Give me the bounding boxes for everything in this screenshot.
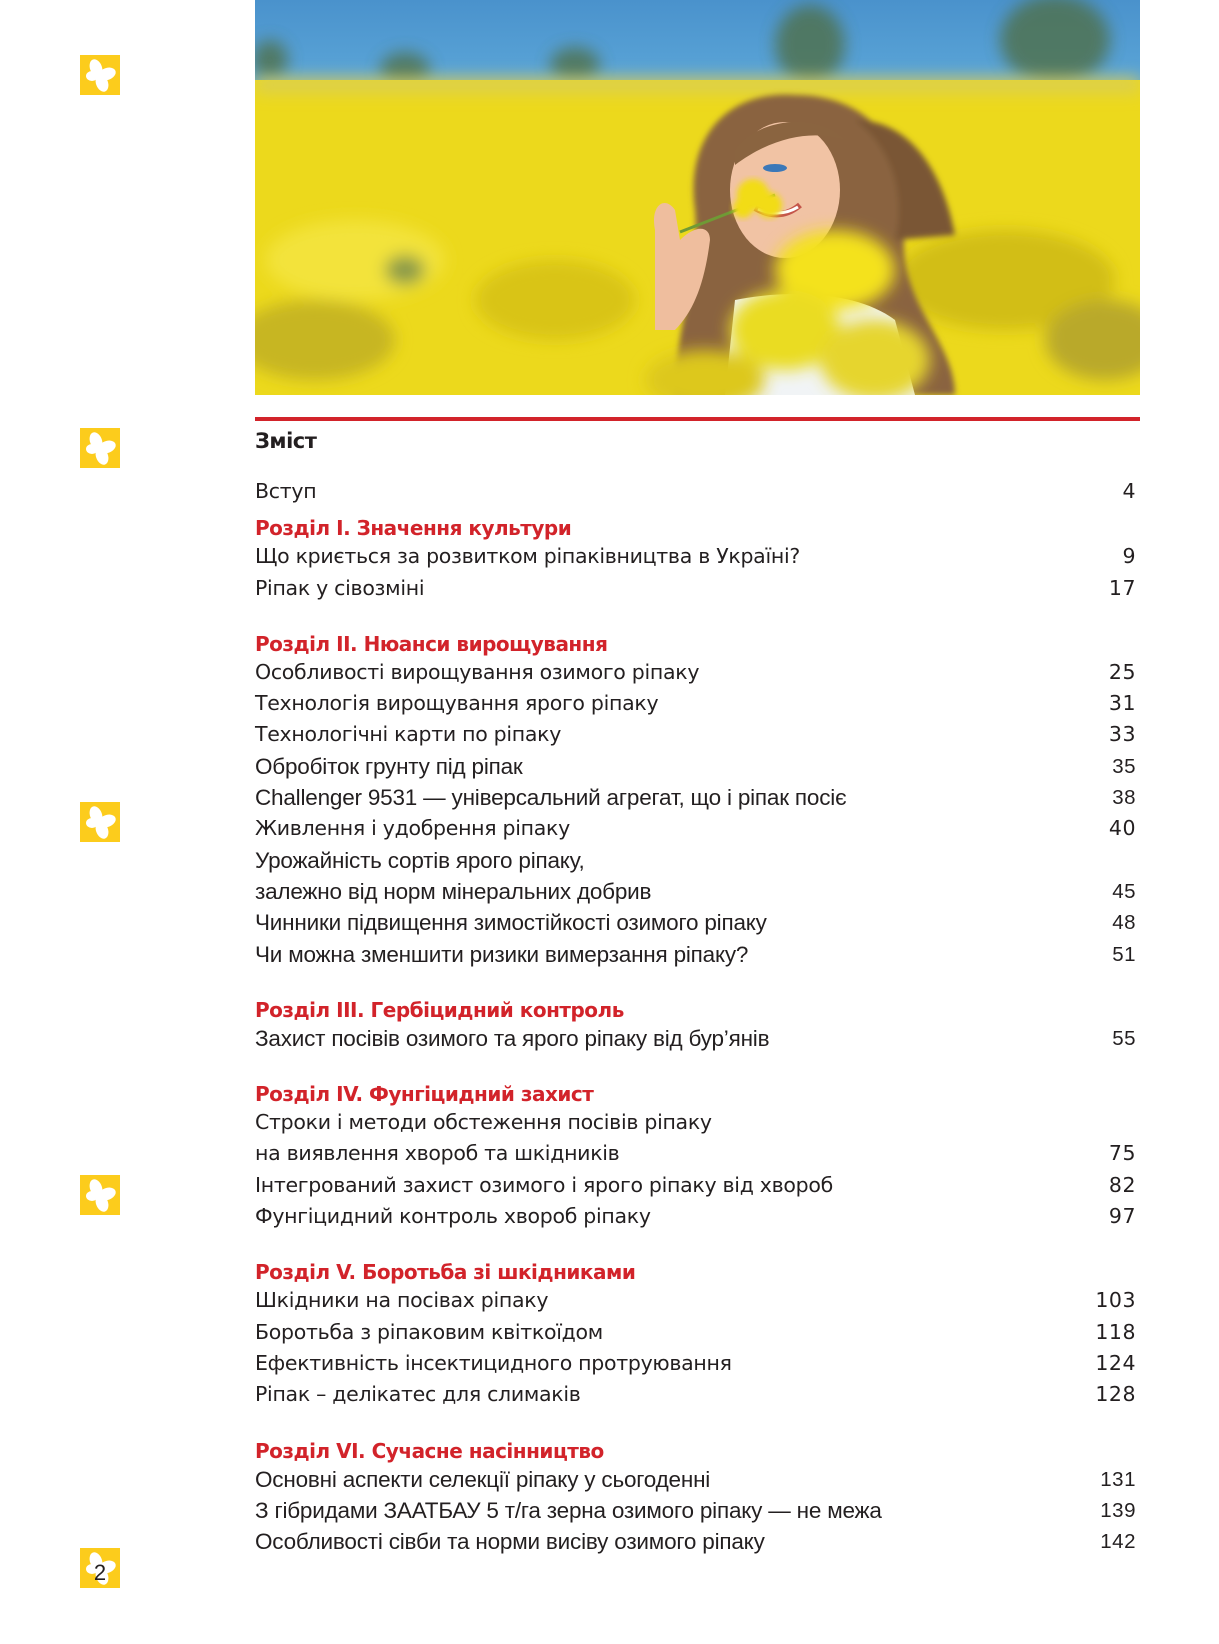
- toc-entry-label: Чи можна зменшити ризики вимерзання ріпаку?: [255, 941, 749, 967]
- toc-entry-label: Захист посівів озимого та ярого ріпаку від бур’янів: [255, 1025, 770, 1051]
- toc-entry[interactable]: [255, 1170, 1140, 1201]
- toc-entry[interactable]: [255, 541, 1140, 572]
- toc-entry-label: Challenger 9531 — універсальний агрегат, що і ріпак посіє: [255, 785, 847, 811]
- toc-entry[interactable]: [255, 907, 1140, 938]
- toc-entry[interactable]: [255, 1107, 1140, 1138]
- toc-entry[interactable]: [255, 1526, 1140, 1557]
- toc-entry[interactable]: [255, 813, 1140, 844]
- toc-entry-label: Урожайність сортів ярого ріпаку,: [255, 847, 585, 873]
- toc-entry[interactable]: [255, 1379, 1140, 1410]
- section-heading[interactable]: Розділ V. Боротьба зі шкідниками: [255, 1260, 636, 1285]
- toc-entry[interactable]: [255, 1285, 1140, 1316]
- photo-woman-in-rapeseed-field-icon: [255, 0, 1140, 395]
- toc-entry-page: 45: [1112, 879, 1136, 903]
- toc-entry-intro[interactable]: [255, 476, 1140, 507]
- toc-entry-page: 139: [1100, 1498, 1136, 1522]
- toc-entry[interactable]: [255, 1317, 1140, 1348]
- table-of-contents: [255, 476, 1140, 1557]
- toc-entry[interactable]: [255, 719, 1140, 750]
- toc-entry-label: Особливості сівби та норми висіву озимого ріпаку: [255, 1529, 765, 1555]
- toc-entry[interactable]: [255, 1495, 1140, 1526]
- section-heading[interactable]: Розділ II. Нюанси вирощування: [255, 631, 608, 656]
- toc-entry-page: 118: [1095, 1319, 1136, 1344]
- toc-entry[interactable]: [255, 1348, 1140, 1379]
- toc-entry-label: Вступ: [255, 479, 317, 503]
- toc-entry-label: Інтегрований захист озимого і ярого ріпаку від хвороб: [255, 1172, 833, 1197]
- toc-entry[interactable]: [255, 876, 1140, 907]
- toc-entry-label: залежно від норм мінеральних добрив: [255, 878, 652, 904]
- toc-entry-page: 25: [1108, 659, 1136, 684]
- toc-entry-page: 82: [1108, 1172, 1136, 1197]
- rapeseed-flower-icon: [80, 802, 120, 842]
- toc-entry-page: 131: [1100, 1467, 1136, 1491]
- toc-entry-page: 48: [1112, 911, 1136, 935]
- toc-entry-page: 75: [1108, 1141, 1136, 1166]
- toc-entry-page: 33: [1108, 722, 1136, 747]
- toc-entry-label: Що криється за розвитком ріпаківництва в Україні?: [255, 544, 800, 569]
- toc-entry[interactable]: [255, 573, 1140, 604]
- rapeseed-flower-icon: [80, 1175, 120, 1215]
- section-heading[interactable]: Розділ IV. Фунгіцидний захист: [255, 1082, 594, 1107]
- toc-entry-page: 97: [1108, 1204, 1136, 1229]
- header-photo: [255, 0, 1140, 395]
- rapeseed-flower-icon: [80, 55, 120, 95]
- toc-entry[interactable]: [255, 688, 1140, 719]
- toc-entry-label: Фунгіцидний контроль хвороб ріпаку: [255, 1204, 651, 1229]
- toc-entry[interactable]: [255, 845, 1140, 876]
- toc-entry-page: 55: [1112, 1026, 1136, 1050]
- toc-title: Зміст: [255, 429, 317, 453]
- toc-entry-label: З гібридами ЗААТБАУ 5 т/га зерна озимого ріпаку — не межа: [255, 1497, 882, 1523]
- toc-entry-page: 17: [1108, 575, 1136, 600]
- toc-entry-label: Основні аспекти селекції ріпаку у сьогоденні: [255, 1466, 711, 1492]
- toc-entry-label: Ріпак у сівозміні: [255, 575, 425, 600]
- toc-entry-page: 38: [1112, 786, 1136, 810]
- toc-entry-page: 40: [1108, 816, 1136, 841]
- toc-entry-label: Строки і методи обстеження посівів ріпаку: [255, 1110, 712, 1135]
- toc-entry-label: Технологія вирощування ярого ріпаку: [255, 691, 659, 716]
- toc-entry-label: Особливості вирощування озимого ріпаку: [255, 659, 700, 684]
- toc-entry[interactable]: [255, 751, 1140, 782]
- section-heading[interactable]: Розділ VI. Сучасне насінництво: [255, 1438, 604, 1463]
- toc-entry-page: 51: [1112, 942, 1136, 966]
- toc-entry-label: Ріпак – делікатес для слимаків: [255, 1382, 581, 1407]
- toc-entry[interactable]: [255, 657, 1140, 688]
- toc-entry[interactable]: [255, 939, 1140, 970]
- section-divider: [255, 417, 1140, 421]
- toc-entry-label: Живлення і удобрення ріпаку: [255, 816, 570, 841]
- toc-entry-label: Шкідники на посівах ріпаку: [255, 1288, 549, 1313]
- toc-entry-page: 4: [1122, 479, 1136, 503]
- toc-entry-page: 35: [1112, 754, 1136, 778]
- toc-entry-page: 128: [1095, 1382, 1136, 1407]
- toc-entry-label: на виявлення хвороб та шкідників: [255, 1141, 620, 1166]
- toc-entry-label: Боротьба з ріпаковим квіткоїдом: [255, 1319, 603, 1344]
- section-heading[interactable]: Розділ III. Гербіцидний контроль: [255, 997, 624, 1022]
- toc-entry[interactable]: [255, 1201, 1140, 1232]
- toc-entry[interactable]: [255, 1023, 1140, 1054]
- toc-entry-label: Технологічні карти по ріпаку: [255, 722, 562, 747]
- toc-entry[interactable]: [255, 782, 1140, 813]
- toc-entry-label: Чинники підвищення зимостійкості озимого ріпаку: [255, 910, 767, 936]
- toc-entry-page: 31: [1108, 691, 1136, 716]
- page-number-badge: [80, 1548, 120, 1588]
- rapeseed-flower-icon: [80, 428, 120, 468]
- toc-entry-page: 9: [1122, 544, 1136, 569]
- toc-entry-page: 142: [1100, 1530, 1136, 1554]
- toc-entry-page: 124: [1095, 1350, 1136, 1375]
- toc-entry-label: Обробіток грунту під ріпак: [255, 753, 523, 779]
- section-heading[interactable]: Розділ I. Значення культури: [255, 516, 572, 541]
- toc-entry[interactable]: [255, 1464, 1140, 1495]
- page-number: 2: [93, 1560, 107, 1585]
- toc-entry-label: Ефективність інсектицидного протруювання: [255, 1350, 732, 1375]
- toc-entry-page: 103: [1095, 1288, 1136, 1313]
- toc-entry[interactable]: [255, 1138, 1140, 1169]
